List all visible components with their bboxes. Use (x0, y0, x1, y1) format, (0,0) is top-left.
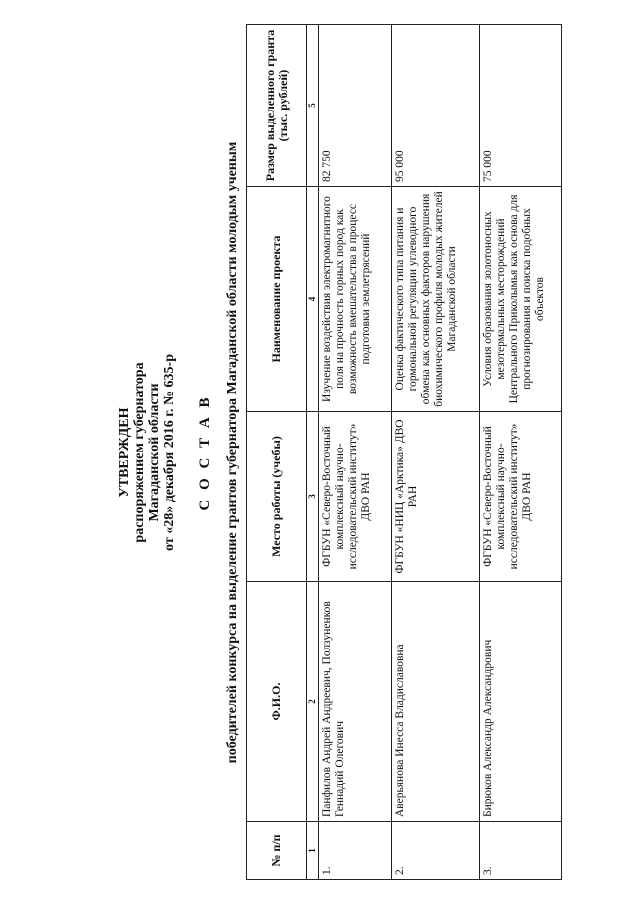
row-project: Изучение воздействия электромагнитного поля на прочность горных пород как возможность вмешательства в процесс подготовки землетрясений (319, 187, 392, 412)
header-fio: Ф.И.О. (247, 582, 307, 822)
row-fio: Бирюков Александр Александрович (480, 582, 562, 822)
header-project: Наименование проекта (247, 187, 307, 412)
header-number: № п/п (247, 822, 307, 880)
document-subtitle: победителей конкурса на выделение грантов губернатора Магаданской области молодым ученым (225, 141, 240, 764)
row-number: 2. (392, 822, 480, 880)
table-row (392, 25, 480, 880)
column-number-row (307, 25, 319, 880)
row-grant: 75 000 (480, 25, 562, 187)
header-grant: Размер выделенного гранта (тыс. рублей) (247, 25, 307, 187)
row-project: Оценка фактического типа питания и гормональной регуляции углеводного обмена как основных факторов нарушения биохимического профиля молодых жителей Магаданской области (392, 187, 480, 412)
row-grant: 95 000 (392, 25, 480, 187)
table-row (319, 25, 392, 880)
approval-line: Магаданской области (147, 383, 162, 522)
approval-line: распоряжением губернатора (132, 362, 147, 543)
approval-heading: УТВЕРЖДЕН (117, 407, 132, 498)
row-workplace: ФГБУН «НИЦ «Арктика» ДВО РАН (392, 412, 480, 582)
column-number: 3 (307, 412, 319, 582)
row-project: Условия образования золотоносных мезотермальных месторождений Центрального Приколымья как основа для прогнозирования и поиска подобных объектов (480, 187, 562, 412)
table-header-row (247, 25, 307, 880)
column-number: 2 (307, 582, 319, 822)
row-number: 1. (319, 822, 392, 880)
table-row (480, 25, 562, 880)
column-number: 5 (307, 25, 319, 187)
row-workplace: ФГБУН «Северо-Восточный комплексный научно-исследовательский институт» ДВО РАН (480, 412, 562, 582)
document-title: С О С Т А В (197, 394, 213, 511)
row-grant: 82 750 (319, 25, 392, 187)
approval-block (117, 0, 177, 905)
approval-date: от «28» декабря 2016 г. № 635-р (162, 354, 177, 551)
row-fio: Аверьянова Инесса Владиславовна (392, 582, 480, 822)
row-number: 3. (480, 822, 562, 880)
row-fio: Панфилов Андрей Андреевич, Ползуненков Геннадий Олегович (319, 582, 392, 822)
column-number: 1 (307, 822, 319, 880)
grants-table (246, 24, 562, 880)
header-workplace: Место работы (учебы) (247, 412, 307, 582)
row-workplace: ФГБУН «Северо-Восточный комплексный научно-исследовательский институт» ДВО РАН (319, 412, 392, 582)
column-number: 4 (307, 187, 319, 412)
